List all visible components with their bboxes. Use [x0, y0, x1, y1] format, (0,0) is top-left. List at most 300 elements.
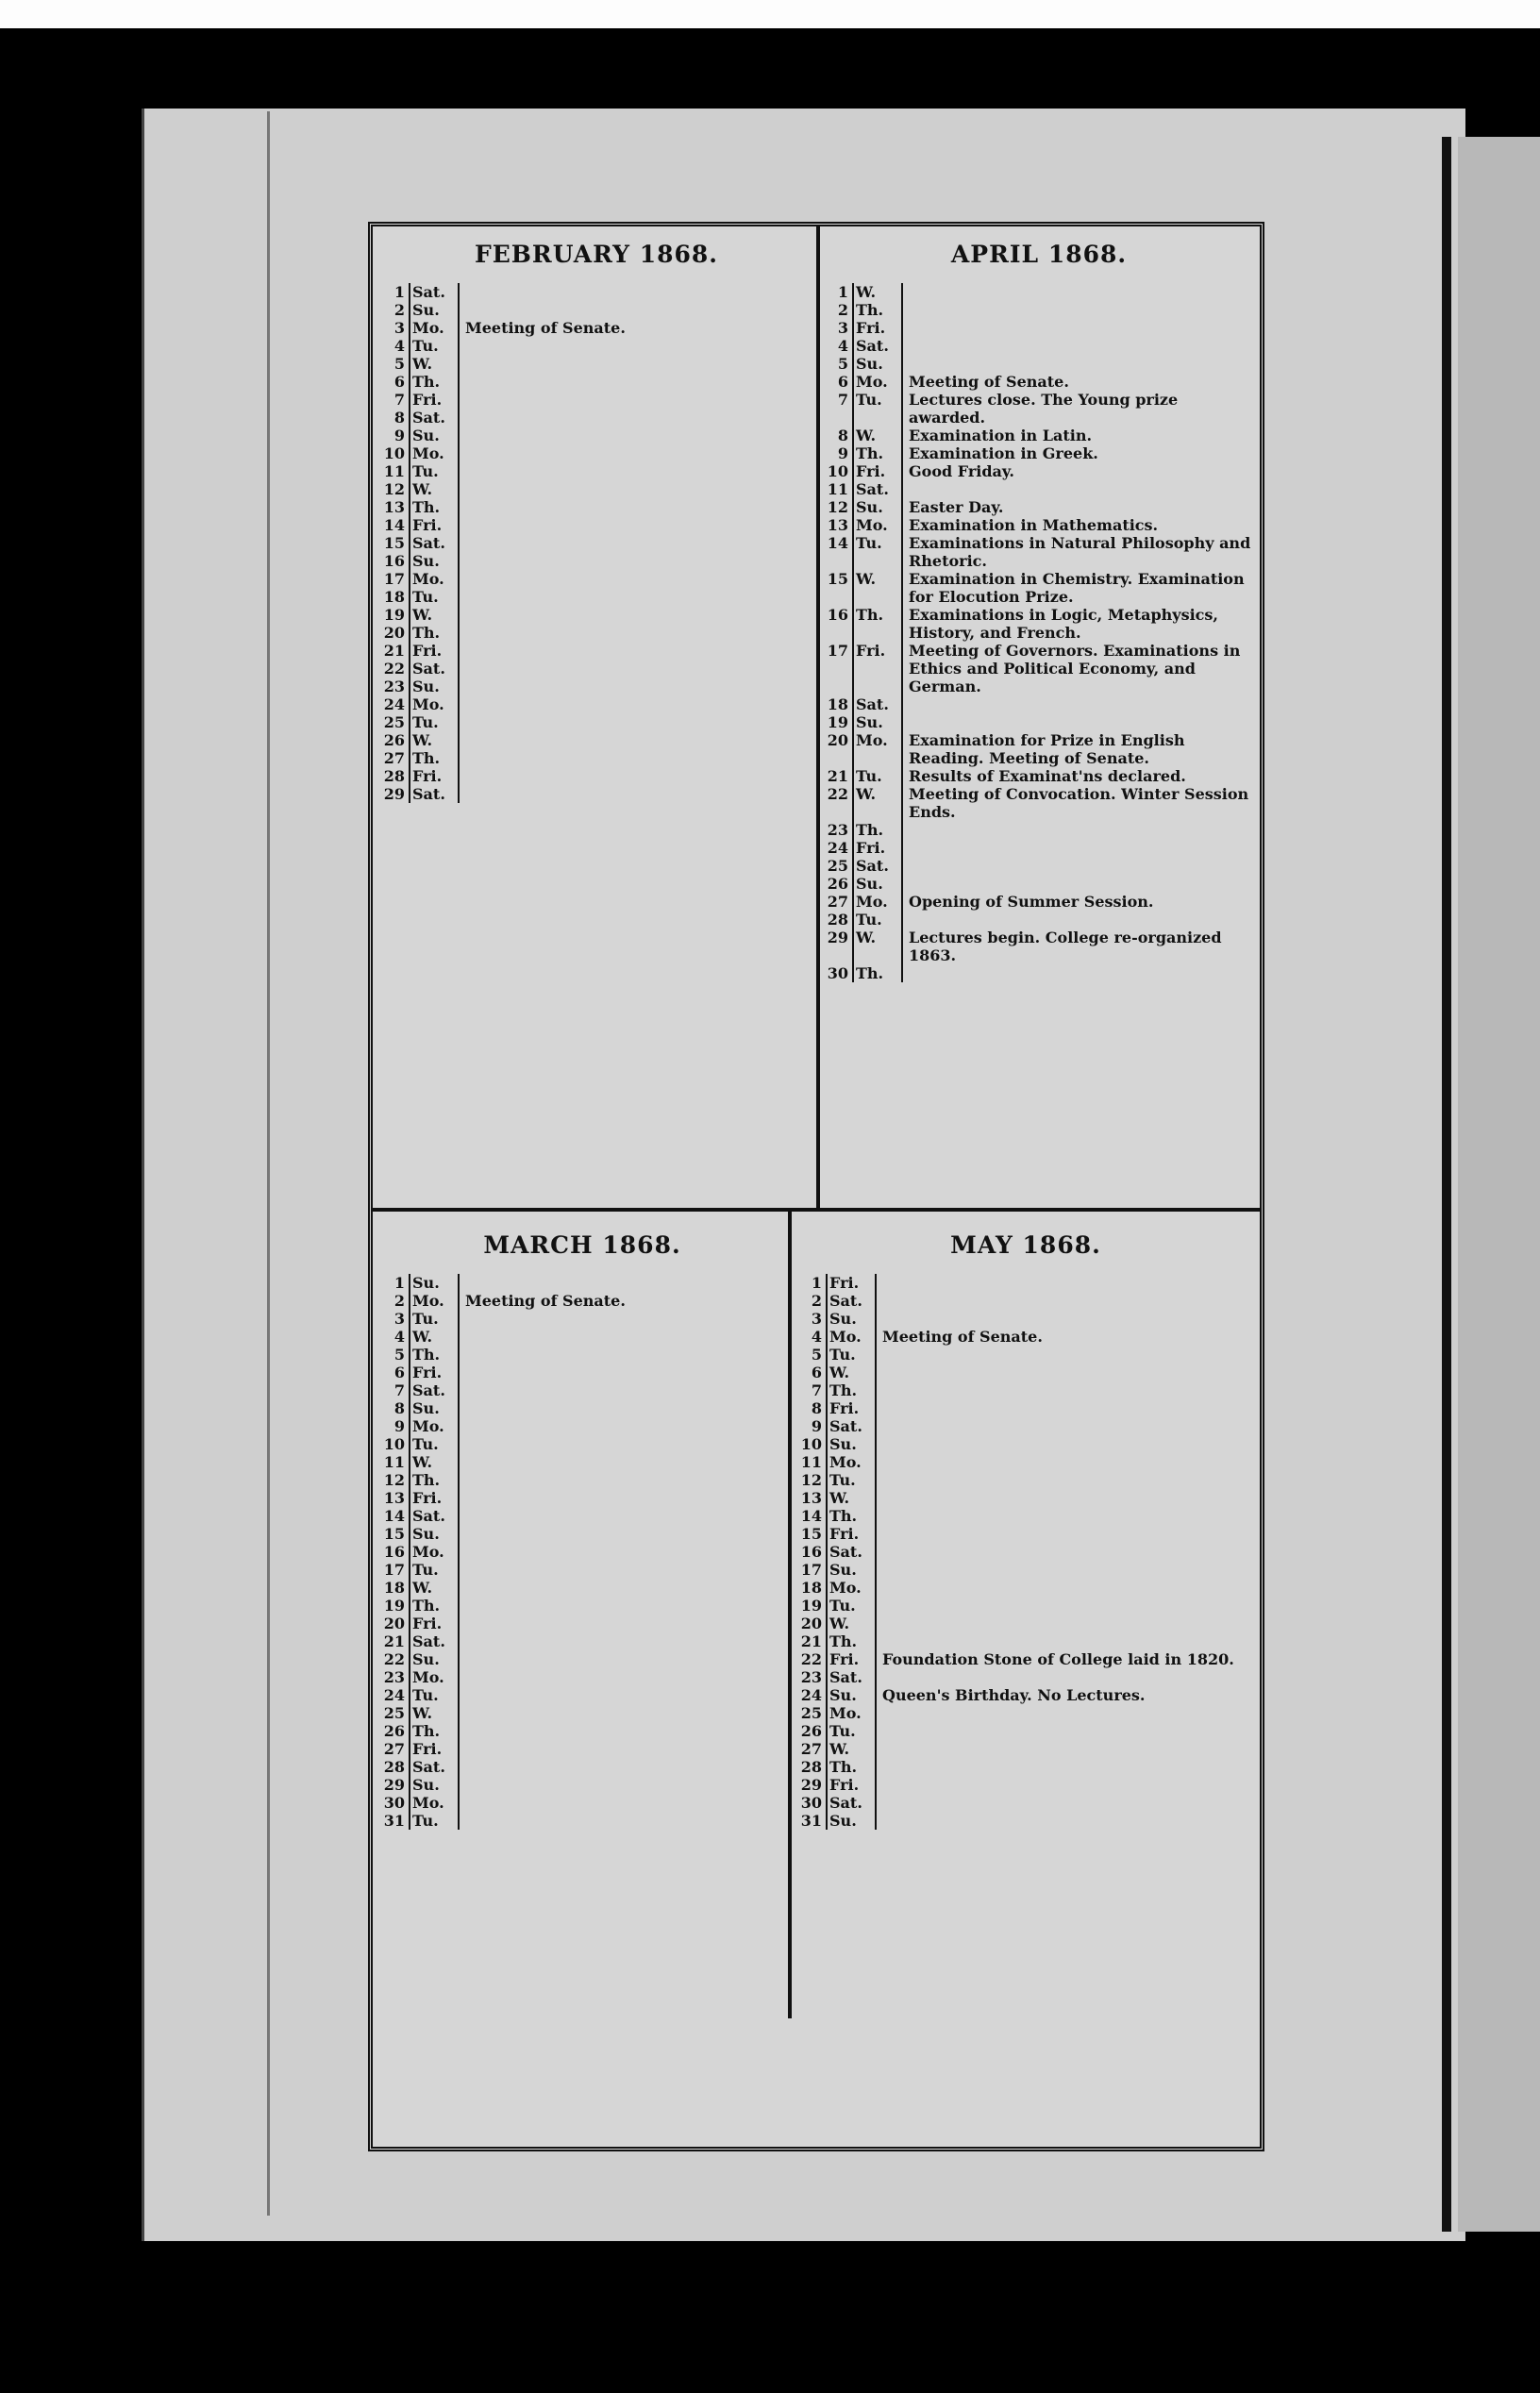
day-event	[460, 1615, 784, 1632]
day-event	[877, 1597, 1254, 1615]
day-event: Foundation Stone of College laid in 1820.	[882, 1650, 1234, 1668]
day-of-week: Fri.	[829, 1776, 860, 1794]
day-row	[380, 1471, 784, 1489]
day-row	[797, 1328, 1254, 1346]
day-row	[380, 301, 812, 319]
day-event	[877, 1364, 1254, 1381]
day-event	[460, 1328, 784, 1346]
day-row	[824, 821, 1254, 839]
day-number: 15	[383, 1525, 405, 1543]
day-of-week: Th.	[412, 1722, 441, 1740]
day-of-week: Th.	[412, 498, 441, 516]
day-event: Good Friday.	[909, 462, 1014, 480]
day-row	[797, 1381, 1254, 1399]
day-row	[797, 1399, 1254, 1417]
day-number: 15	[383, 534, 405, 552]
day-of-week: Sat.	[829, 1417, 862, 1435]
day-event	[460, 1776, 784, 1794]
day-of-week: Th.	[856, 444, 884, 462]
day-row	[380, 1346, 784, 1364]
day-row	[380, 1561, 784, 1579]
page-left-rule	[267, 111, 270, 2216]
day-row	[380, 642, 812, 660]
day-number: 7	[393, 1381, 405, 1399]
day-event	[877, 1489, 1254, 1507]
day-event	[460, 337, 812, 355]
day-number: 21	[383, 1632, 405, 1650]
day-row	[824, 373, 1254, 391]
day-of-week: Tu.	[412, 1686, 439, 1704]
day-of-week: Sat.	[412, 1632, 445, 1650]
day-event	[460, 678, 812, 695]
day-of-week: W.	[412, 1328, 433, 1346]
day-of-week: Mo.	[829, 1328, 862, 1346]
day-number: 8	[393, 409, 405, 427]
day-number: 2	[837, 301, 848, 319]
month-title: APRIL 1868.	[950, 241, 1128, 268]
day-row	[380, 678, 812, 695]
day-of-week: Tu.	[412, 1310, 439, 1328]
day-of-week: Th.	[829, 1507, 858, 1525]
day-number: 16	[383, 552, 405, 570]
day-row	[824, 337, 1254, 355]
day-event	[877, 1399, 1254, 1417]
day-of-week: W.	[412, 731, 433, 749]
day-number: 10	[383, 444, 405, 462]
day-of-week: Fri.	[412, 391, 443, 409]
day-row	[824, 964, 1254, 982]
day-number: 24	[383, 695, 405, 713]
day-event	[877, 1417, 1254, 1435]
day-number: 21	[383, 642, 405, 660]
day-event	[460, 1740, 784, 1758]
day-number: 28	[383, 767, 405, 785]
day-list	[380, 1274, 784, 1830]
day-number: 6	[811, 1364, 822, 1381]
day-number: 2	[811, 1292, 822, 1310]
day-event	[460, 767, 812, 785]
day-event: Examination in Greek.	[909, 444, 1098, 462]
day-of-week: Fri.	[856, 462, 886, 480]
day-of-week: Sat.	[856, 337, 889, 355]
day-event	[877, 1381, 1254, 1399]
day-row	[380, 1399, 784, 1417]
day-of-week: Su.	[829, 1686, 857, 1704]
day-number: 10	[800, 1435, 822, 1453]
day-number: 30	[827, 964, 848, 982]
day-event	[460, 301, 812, 319]
day-row	[380, 731, 812, 749]
day-of-week: Th.	[829, 1632, 858, 1650]
day-event	[460, 1435, 784, 1453]
day-event	[460, 1722, 784, 1740]
day-number: 24	[827, 839, 848, 857]
day-row	[797, 1615, 1254, 1632]
day-event: Opening of Summer Session.	[909, 893, 1154, 911]
day-row	[797, 1525, 1254, 1543]
day-event	[460, 1471, 784, 1489]
day-of-week: Mo.	[412, 444, 444, 462]
day-event	[460, 785, 812, 803]
day-number: 18	[827, 695, 848, 713]
day-row	[380, 480, 812, 498]
day-of-week: Fri.	[829, 1399, 860, 1417]
day-row	[824, 695, 1254, 713]
day-row	[380, 337, 812, 355]
day-event: Queen's Birthday. No Lectures.	[882, 1686, 1146, 1704]
day-row	[380, 713, 812, 731]
day-event	[903, 821, 1254, 839]
day-number: 3	[393, 319, 405, 337]
day-of-week: Su.	[856, 498, 883, 516]
day-number: 23	[383, 678, 405, 695]
day-of-week: Th.	[412, 1471, 441, 1489]
day-of-week: Mo.	[412, 1668, 444, 1686]
day-event	[460, 1346, 784, 1364]
day-number: 8	[837, 427, 848, 444]
day-row	[824, 570, 1254, 606]
day-of-week: Fri.	[412, 1364, 443, 1381]
day-event	[460, 462, 812, 480]
day-of-week: Tu.	[829, 1471, 856, 1489]
day-number: 11	[383, 462, 405, 480]
day-of-week: Mo.	[412, 319, 444, 337]
day-number: 1	[393, 283, 405, 301]
day-number: 3	[811, 1310, 822, 1328]
day-row	[824, 875, 1254, 893]
day-row	[824, 319, 1254, 337]
day-number: 7	[393, 391, 405, 409]
day-row	[797, 1579, 1254, 1597]
day-of-week: Th.	[412, 373, 441, 391]
day-row	[380, 409, 812, 427]
day-of-week: Tu.	[412, 1812, 439, 1830]
day-of-week: Su.	[412, 552, 440, 570]
day-row	[380, 624, 812, 642]
day-number: 11	[383, 1453, 405, 1471]
day-row	[380, 1812, 784, 1830]
day-of-week: Sat.	[856, 695, 889, 713]
day-row	[824, 498, 1254, 516]
day-row	[824, 893, 1254, 911]
day-of-week: Su.	[412, 678, 440, 695]
day-number: 26	[800, 1722, 822, 1740]
month-title: FEBRUARY 1868.	[475, 241, 718, 268]
day-event	[460, 1274, 784, 1292]
day-of-week: Sat.	[829, 1543, 862, 1561]
day-number: 19	[800, 1597, 822, 1615]
day-event: Examinations in Logic, Metaphysics, History, and French.	[909, 606, 1218, 642]
day-number: 17	[383, 1561, 405, 1579]
day-event	[903, 480, 1254, 498]
day-row	[380, 660, 812, 678]
day-row	[824, 713, 1254, 731]
day-number: 14	[383, 516, 405, 534]
day-of-week: Tu.	[412, 462, 439, 480]
day-number: 16	[800, 1543, 822, 1561]
day-row	[380, 1328, 784, 1346]
day-event	[877, 1632, 1254, 1650]
day-row	[797, 1292, 1254, 1310]
day-event	[903, 695, 1254, 713]
day-number: 8	[393, 1399, 405, 1417]
day-event	[877, 1561, 1254, 1579]
day-number: 29	[800, 1776, 822, 1794]
day-event	[877, 1525, 1254, 1543]
day-row	[797, 1561, 1254, 1579]
day-of-week: W.	[856, 427, 877, 444]
day-number: 12	[827, 498, 848, 516]
day-number: 21	[800, 1632, 822, 1650]
day-row	[380, 695, 812, 713]
day-event	[460, 1453, 784, 1471]
day-number: 23	[800, 1668, 822, 1686]
day-row	[797, 1274, 1254, 1292]
day-row	[380, 1758, 784, 1776]
day-event	[460, 695, 812, 713]
day-event	[460, 1381, 784, 1399]
day-row	[797, 1453, 1254, 1471]
day-of-week: W.	[829, 1615, 850, 1632]
day-of-week: Th.	[856, 964, 884, 982]
day-event	[460, 516, 812, 534]
day-row	[380, 1274, 784, 1292]
day-row	[797, 1686, 1254, 1704]
day-number: 16	[383, 1543, 405, 1561]
day-of-week: Fri.	[856, 319, 886, 337]
month-april	[824, 226, 1254, 1203]
day-event	[903, 911, 1254, 929]
day-of-week: W.	[412, 1453, 433, 1471]
day-number: 29	[383, 1776, 405, 1794]
month-may	[797, 1217, 1254, 2019]
day-of-week: Tu.	[412, 1435, 439, 1453]
day-event: Examination in Mathematics.	[909, 516, 1159, 534]
day-event	[877, 1292, 1254, 1310]
day-event	[903, 283, 1254, 301]
day-of-week: Mo.	[412, 1543, 444, 1561]
day-of-week: Tu.	[829, 1597, 856, 1615]
day-number: 24	[383, 1686, 405, 1704]
day-of-week: W.	[829, 1364, 850, 1381]
day-of-week: Mo.	[412, 1292, 444, 1310]
day-number: 27	[383, 1740, 405, 1758]
day-row	[797, 1812, 1254, 1830]
day-event	[460, 1632, 784, 1650]
day-of-week: W.	[412, 1704, 433, 1722]
day-of-week: Sat.	[829, 1794, 862, 1812]
day-event	[877, 1453, 1254, 1471]
calendar-frame	[368, 222, 1264, 2151]
day-event	[460, 1704, 784, 1722]
day-number: 8	[811, 1399, 822, 1417]
day-row	[380, 373, 812, 391]
day-event: Meeting of Senate.	[909, 373, 1069, 391]
day-row	[824, 444, 1254, 462]
day-number: 19	[383, 1597, 405, 1615]
day-row	[380, 462, 812, 480]
day-of-week: Fri.	[412, 1740, 443, 1758]
day-of-week: Tu.	[856, 767, 882, 785]
day-event	[460, 570, 812, 588]
day-of-week: Sat.	[412, 785, 445, 803]
day-number: 9	[393, 1417, 405, 1435]
day-of-week: Sat.	[412, 283, 445, 301]
day-of-week: Su.	[829, 1812, 857, 1830]
day-event: Meeting of Governors. Examinations in Ethics and Political Economy, and German.	[909, 642, 1241, 695]
day-of-week: Fri.	[412, 1615, 443, 1632]
day-number: 23	[383, 1668, 405, 1686]
page-gutter	[1442, 137, 1451, 2232]
day-event	[460, 660, 812, 678]
day-event	[460, 731, 812, 749]
day-of-week: Tu.	[829, 1722, 856, 1740]
day-of-week: Sat.	[412, 409, 445, 427]
day-of-week: Fri.	[829, 1650, 860, 1668]
day-event	[460, 283, 812, 301]
day-of-week: Mo.	[829, 1704, 862, 1722]
day-number: 22	[827, 785, 848, 803]
day-row	[797, 1704, 1254, 1722]
day-of-week: Su.	[412, 301, 440, 319]
day-event	[460, 480, 812, 498]
day-of-week: W.	[856, 785, 877, 803]
day-row	[797, 1650, 1254, 1668]
day-number: 15	[800, 1525, 822, 1543]
day-number: 11	[800, 1453, 822, 1471]
day-list	[380, 283, 812, 803]
day-of-week: Fri.	[412, 642, 443, 660]
day-event	[877, 1668, 1254, 1686]
day-list	[824, 283, 1254, 982]
day-event	[460, 1310, 784, 1328]
day-event: Examinations in Natural Philosophy and Rhetoric.	[909, 534, 1251, 570]
day-of-week: Th.	[856, 301, 884, 319]
day-of-week: Fri.	[829, 1274, 860, 1292]
day-of-week: Sat.	[412, 1507, 445, 1525]
day-row	[797, 1471, 1254, 1489]
day-of-week: Mo.	[856, 893, 888, 911]
day-number: 17	[827, 642, 848, 660]
day-row	[824, 480, 1254, 498]
day-event: Examination for Prize in English Reading. Meeting of Senate.	[909, 731, 1185, 767]
day-number: 20	[827, 731, 848, 749]
day-of-week: Sat.	[829, 1292, 862, 1310]
day-event	[460, 588, 812, 606]
day-row	[380, 1668, 784, 1686]
day-event	[460, 1668, 784, 1686]
day-number: 10	[383, 1435, 405, 1453]
day-row	[380, 1417, 784, 1435]
day-row	[824, 929, 1254, 964]
day-event	[877, 1435, 1254, 1453]
day-event	[460, 1489, 784, 1507]
day-event: Lectures begin. College re-organized 1863.	[909, 929, 1222, 964]
day-row	[380, 1740, 784, 1758]
day-number: 4	[393, 337, 405, 355]
day-of-week: Tu.	[856, 534, 882, 552]
day-event: Meeting of Convocation. Winter Session Ends.	[909, 785, 1249, 821]
day-of-week: Fri.	[856, 642, 886, 660]
day-number: 12	[383, 1471, 405, 1489]
day-of-week: Tu.	[412, 337, 439, 355]
day-event	[460, 1650, 784, 1668]
day-number: 11	[827, 480, 848, 498]
day-event	[460, 498, 812, 516]
day-row	[797, 1364, 1254, 1381]
day-number: 22	[800, 1650, 822, 1668]
day-of-week: Su.	[412, 1274, 440, 1292]
day-event: Meeting of Senate.	[465, 319, 626, 337]
day-row	[797, 1310, 1254, 1328]
day-of-week: W.	[856, 929, 877, 946]
day-number: 25	[383, 1704, 405, 1722]
day-number: 27	[800, 1740, 822, 1758]
day-number: 17	[383, 570, 405, 588]
day-number: 13	[827, 516, 848, 534]
day-event	[877, 1776, 1254, 1794]
day-of-week: Th.	[829, 1381, 858, 1399]
day-of-week: Sat.	[856, 857, 889, 875]
day-number: 2	[393, 1292, 405, 1310]
day-event	[460, 1561, 784, 1579]
day-row	[380, 319, 812, 337]
day-of-week: Tu.	[829, 1346, 856, 1364]
day-row	[797, 1489, 1254, 1507]
day-event	[877, 1507, 1254, 1525]
day-row	[380, 498, 812, 516]
day-number: 20	[383, 1615, 405, 1632]
day-row	[824, 839, 1254, 857]
day-of-week: Mo.	[856, 731, 888, 749]
day-number: 4	[811, 1328, 822, 1346]
day-row	[380, 444, 812, 462]
day-event	[903, 964, 1254, 982]
day-number: 22	[383, 660, 405, 678]
day-event	[460, 1597, 784, 1615]
day-event	[903, 337, 1254, 355]
day-row	[380, 1722, 784, 1740]
day-number: 5	[837, 355, 848, 373]
day-of-week: Su.	[829, 1310, 857, 1328]
day-of-week: W.	[412, 480, 433, 498]
day-number: 19	[383, 606, 405, 624]
day-of-week: W.	[412, 355, 433, 373]
day-number: 14	[827, 534, 848, 552]
scan-top-margin	[0, 0, 1540, 28]
day-row	[824, 606, 1254, 642]
day-row	[380, 1525, 784, 1543]
day-number: 3	[393, 1310, 405, 1328]
day-row	[380, 1579, 784, 1597]
day-number: 17	[800, 1561, 822, 1579]
day-row	[824, 911, 1254, 929]
day-of-week: Su.	[412, 1776, 440, 1794]
day-of-week: Su.	[412, 1650, 440, 1668]
day-row	[380, 516, 812, 534]
day-event	[460, 1364, 784, 1381]
day-event	[460, 1794, 784, 1812]
day-number: 5	[811, 1346, 822, 1364]
day-event	[460, 1812, 784, 1830]
day-event	[460, 1579, 784, 1597]
day-of-week: Fri.	[412, 1489, 443, 1507]
day-of-week: Mo.	[412, 695, 444, 713]
day-of-week: W.	[856, 283, 877, 301]
day-row	[824, 355, 1254, 373]
day-number: 29	[827, 929, 848, 946]
day-number: 13	[383, 498, 405, 516]
